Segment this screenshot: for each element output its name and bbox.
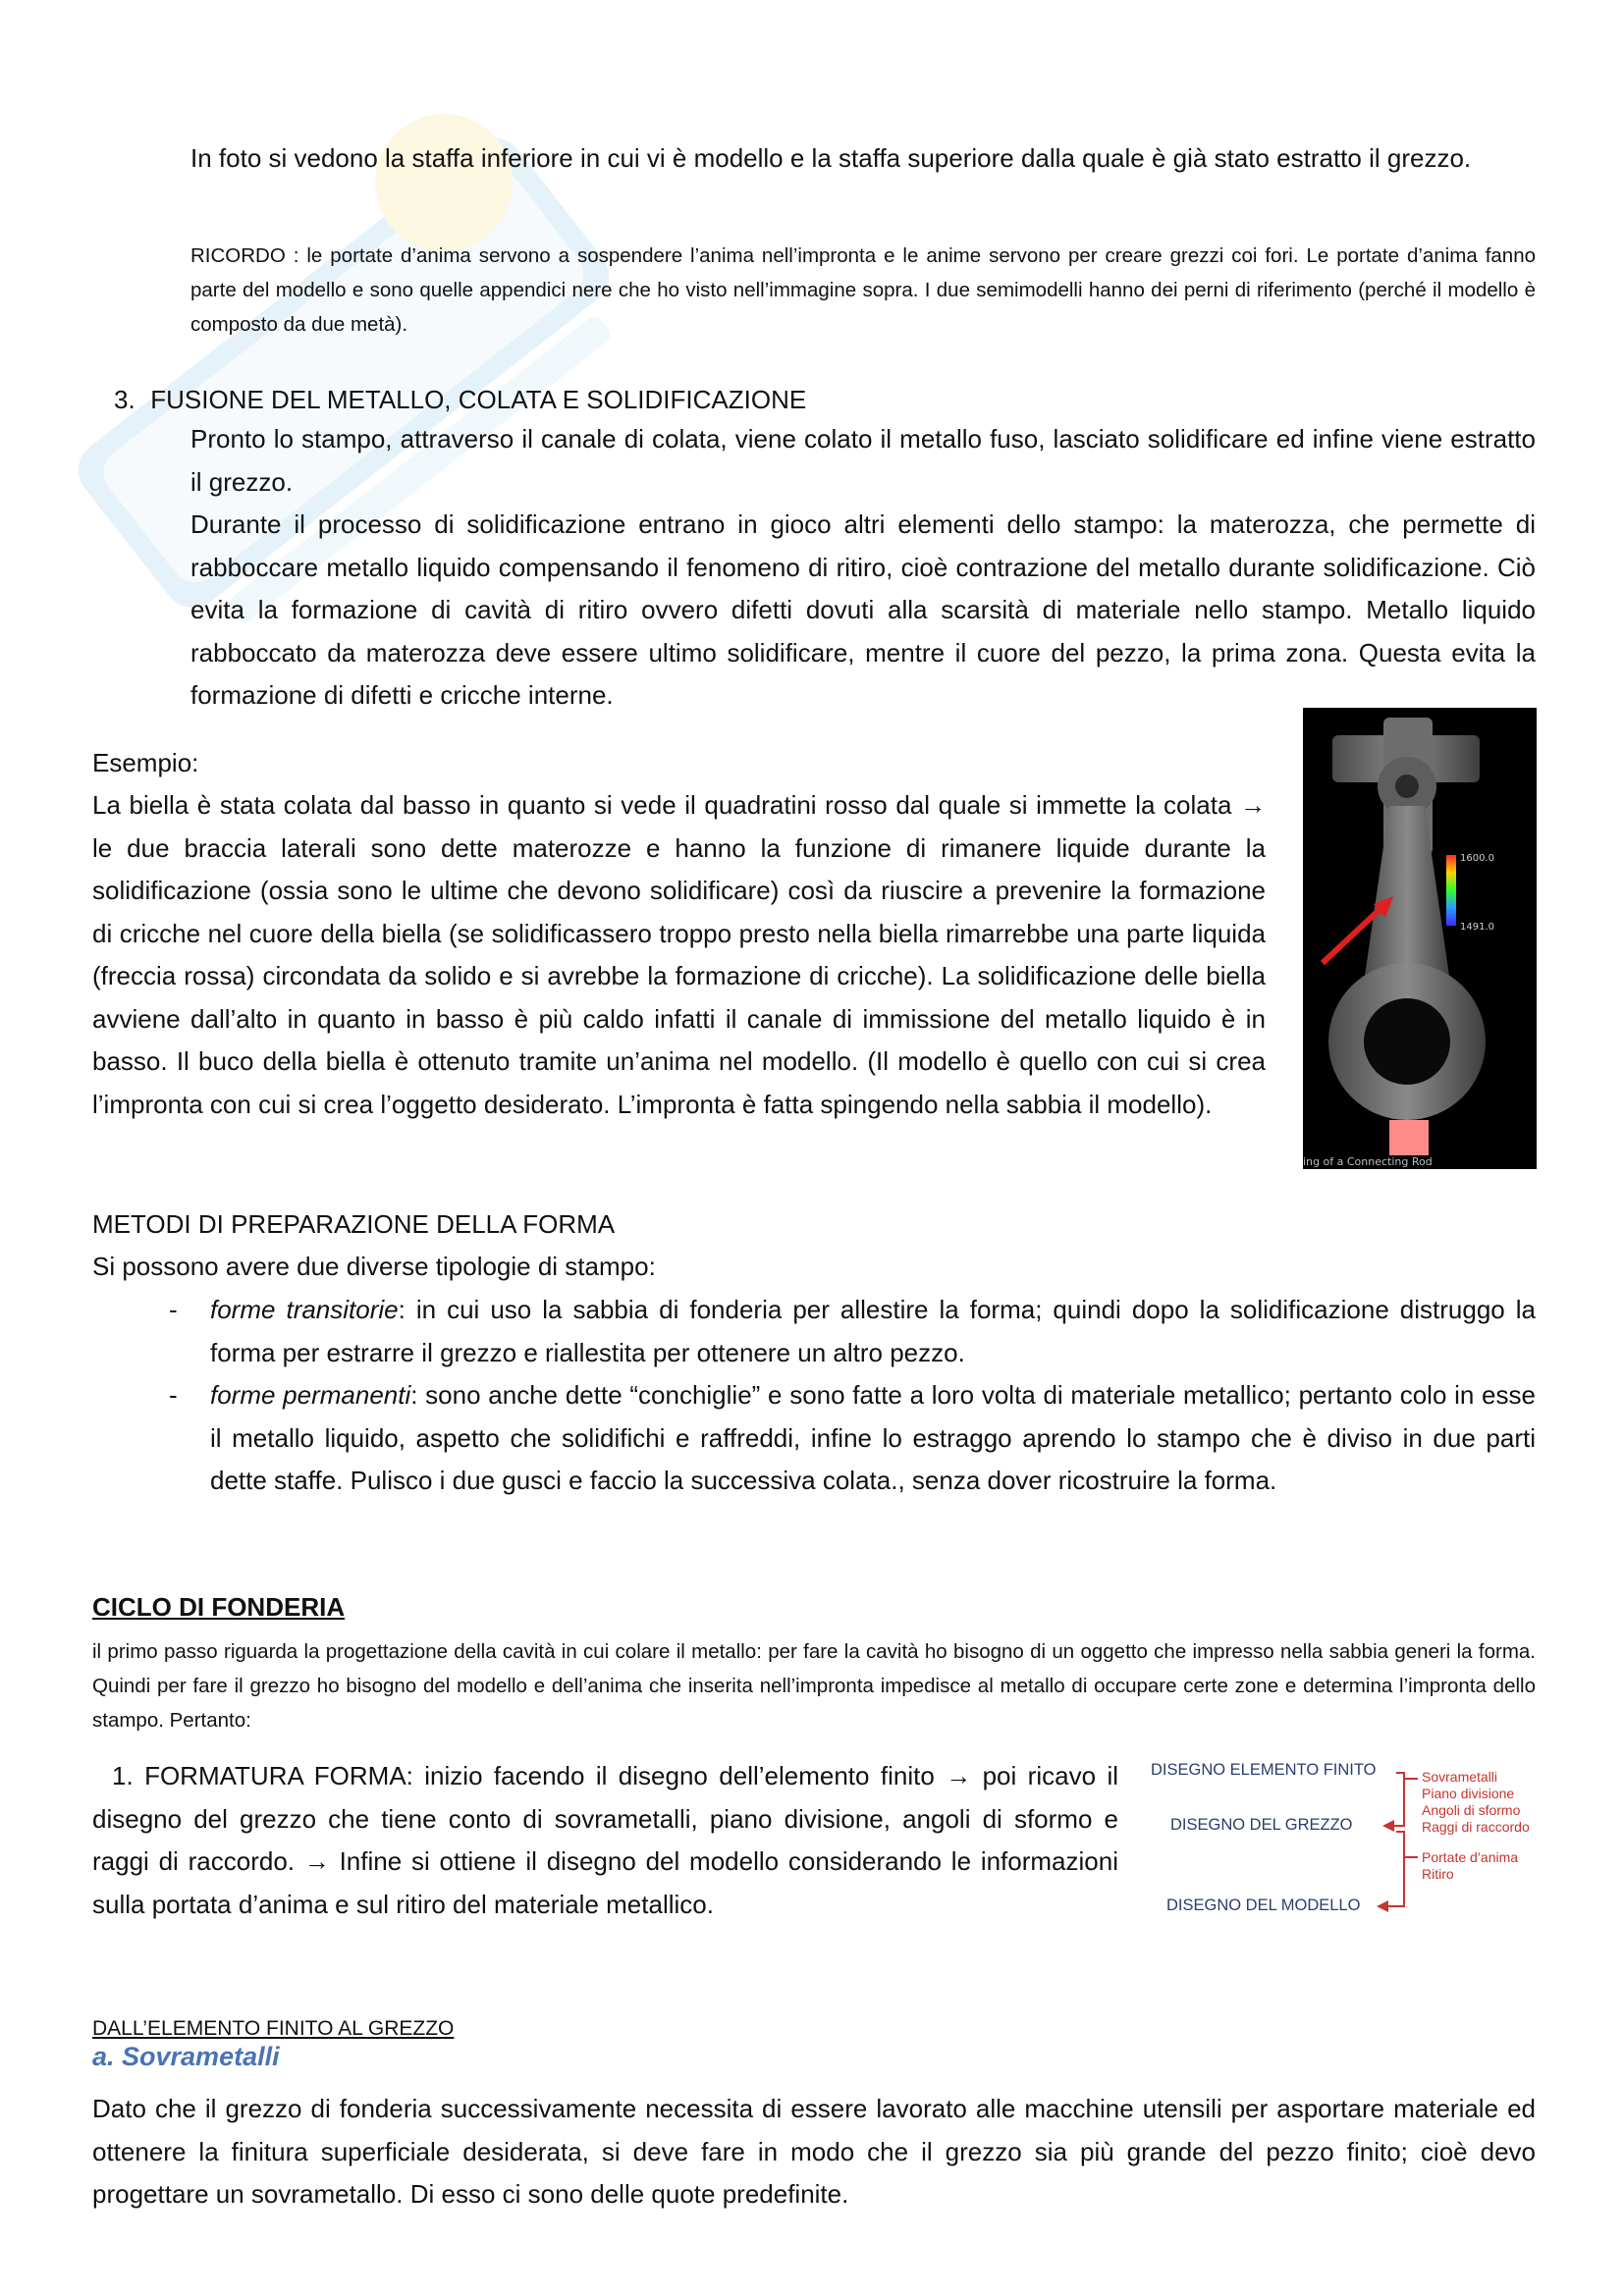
section-3-number: 3. [114, 385, 135, 414]
note-item: Piano divisione [1422, 1786, 1515, 1801]
connecting-rod-illustration [1303, 708, 1537, 1169]
term-forme-transitorie: forme transitorie [210, 1295, 399, 1324]
ciclo-title: CICLO DI FONDERIA [92, 1592, 346, 1622]
note-item: Raggi di raccordo [1422, 1819, 1530, 1835]
notes-grezzo [1422, 1769, 1530, 1836]
term-forme-permanenti: forme permanenti [210, 1380, 411, 1410]
formatura-forma-item: 1. FORMATURA FORMA: inizio facendo il disegno dell’elemento finito → poi ricavo il disegno del grezzo che tiene conto di sovrametalli, piano divisione, angoli di sformo e raggi di raccordo. → Infine si ottiene il disegno del modello considerando le informazioni sulla portata d’anima e sul ritiro del materiale metallico. [92, 1761, 1118, 1919]
section-3-title: FUSIONE DEL METALLO, COLATA E SOLIDIFICAZIONE [150, 385, 807, 414]
ciclo-intro: il primo passo riguarda la progettazione della cavità in cui colare il metallo: per fare la cavità ho bisogno di un oggetto che impresso nella sabbia generi la forma. Quindi per fare il grezzo ho bisogno del modello e dell’anima che inserita nell’impronta impedisce al metallo di occupare certe zone e determina l’impronta dello stampo. Pertanto: [92, 1640, 1536, 1732]
connecting-rod-photo [1303, 708, 1537, 1169]
metodi-title: METODI DI PREPARAZIONE DELLA FORMA [92, 1209, 616, 1239]
box-disegno-del-modello: DISEGNO DEL MODELLO [1166, 1896, 1361, 1914]
metodi-intro: Si possono avere due diverse tipologie di stampo: [92, 1252, 656, 1281]
note-item: Ritiro [1422, 1866, 1454, 1882]
text-forme-permanenti: : sono anche dette “conchiglie” e sono fatte a loro volta di materiale metallico; pertanto colo in esse il metallo liquido, aspetto che solidifichi e raffreddi, infine lo estraggo aprendo lo stampo che è diviso in due parti dette staffe. Pulisco i due gusci e faccio la successiva colata., senza dover ricostruire la forma. [210, 1380, 1536, 1495]
note-item: Sovrametalli [1422, 1769, 1498, 1785]
dall-elemento-title: DALL’ELEMENTO FINITO AL GREZZO [92, 2017, 455, 2040]
section-3-paragraph-1: Pronto lo stampo, attraverso il canale di colata, viene colato il metallo fuso, lasciato solidificare ed infine viene estratto il grezzo. [190, 424, 1536, 497]
esempio-label: Esempio: [92, 748, 199, 777]
box-disegno-del-grezzo: DISEGNO DEL GREZZO [1170, 1816, 1353, 1834]
box-disegno-elemento-finito: DISEGNO ELEMENTO FINITO [1151, 1761, 1377, 1779]
section-3-paragraph-2: Durante il processo di solidificazione entrano in gioco altri elementi dello stampo: la materozza, che permette di rabboccare metallo liquido compensando il fenomeno di ritiro, cioè contrazione del metallo durante solidificazione. Ciò evita la formazione di cavità di ritiro ovvero difetti dovuti alla scarsità di materiale nello stampo. Metallo liquido rabboccato da materozza deve essere ultimo solidificare, mentre il cuore del pezzo, la prima zona. Questa evita la formazione di difetti e cricche interne. [190, 509, 1536, 710]
section-3-heading [114, 379, 806, 421]
photo-caption: ing of a Connecting Rod [1303, 1155, 1433, 1168]
note-item: Portate d’anima [1422, 1849, 1519, 1865]
scale-bottom-label: 1491.0 [1460, 922, 1494, 933]
sovrametalli-paragraph: Dato che il grezzo di fonderia successivamente necessita di essere lavorato alle macchine utensili per asportare materiale ed ottenere la finitura superficiale desiderata, si deve fare in modo che il grezzo sia più grande del pezzo finito; cioè devo progettare un sovrametallo. Di esso ci sono delle quote predefinite. [92, 2094, 1536, 2209]
scale-top-label: 1600.0 [1460, 853, 1494, 864]
sovrametalli-subheading: a. Sovrametalli [92, 2042, 280, 2071]
bullet-dash: - [169, 1380, 178, 1410]
bullet-dash: - [169, 1295, 178, 1324]
notes-modello [1422, 1849, 1518, 1883]
text-forme-transitorie: : in cui uso la sabbia di fonderia per allestire la forma; quindi dopo la solidificazione distruggo la forma per estrarre il grezzo e riallestita per ottenere un altro pezzo. [210, 1295, 1536, 1367]
esempio-text: La biella è stata colata dal basso in quanto si vede il quadratini rosso dal quale si immette la colata → le due braccia laterali sono dette materozze e hanno la funzione di rimanere liquide durante la solidificazione (ossia sono le ultime che devono solidificare) così da riuscire a prevenire la formazione di cricche nel cuore della biella (se solidificassero troppo presto nella biella rimarrebbe una parte liquida (freccia rossa) circondata da solido e si avrebbe la formazione di cricche). La solidificazione delle biella avviene dall’alto in quanto in basso è più caldo infatti il canale di immissione del metallo liquido è in basso. Il buco della biella è ottenuto tramite un’anima nel modello. (Il modello è quello con cui si crea l’impronta con cui si crea l’oggetto desiderato. L’impronta è fatta spingendo nella sabbia il modello). [92, 790, 1266, 1119]
design-flow-diagram [1139, 1755, 1551, 1942]
ricordo-note: RICORDO : le portate d’anima servono a sospendere l’anima nell’impronta e le anime servono per creare grezzi coi fori. Le portate d’anima fanno parte del modello e sono quelle appendici nere che ho visto nell’immagine sopra. I due semimodelli hanno dei perni di riferimento (perché il modello è composto da due metà). [190, 244, 1536, 336]
bullet-forme-permanenti [210, 1374, 1536, 1503]
intro-paragraph: In foto si vedono la staffa inferiore in cui vi è modello e la staffa superiore dalla quale è già stato estratto il grezzo. [190, 143, 1472, 173]
note-item: Angoli di sformo [1422, 1802, 1521, 1818]
bullet-forme-transitorie [210, 1289, 1536, 1374]
